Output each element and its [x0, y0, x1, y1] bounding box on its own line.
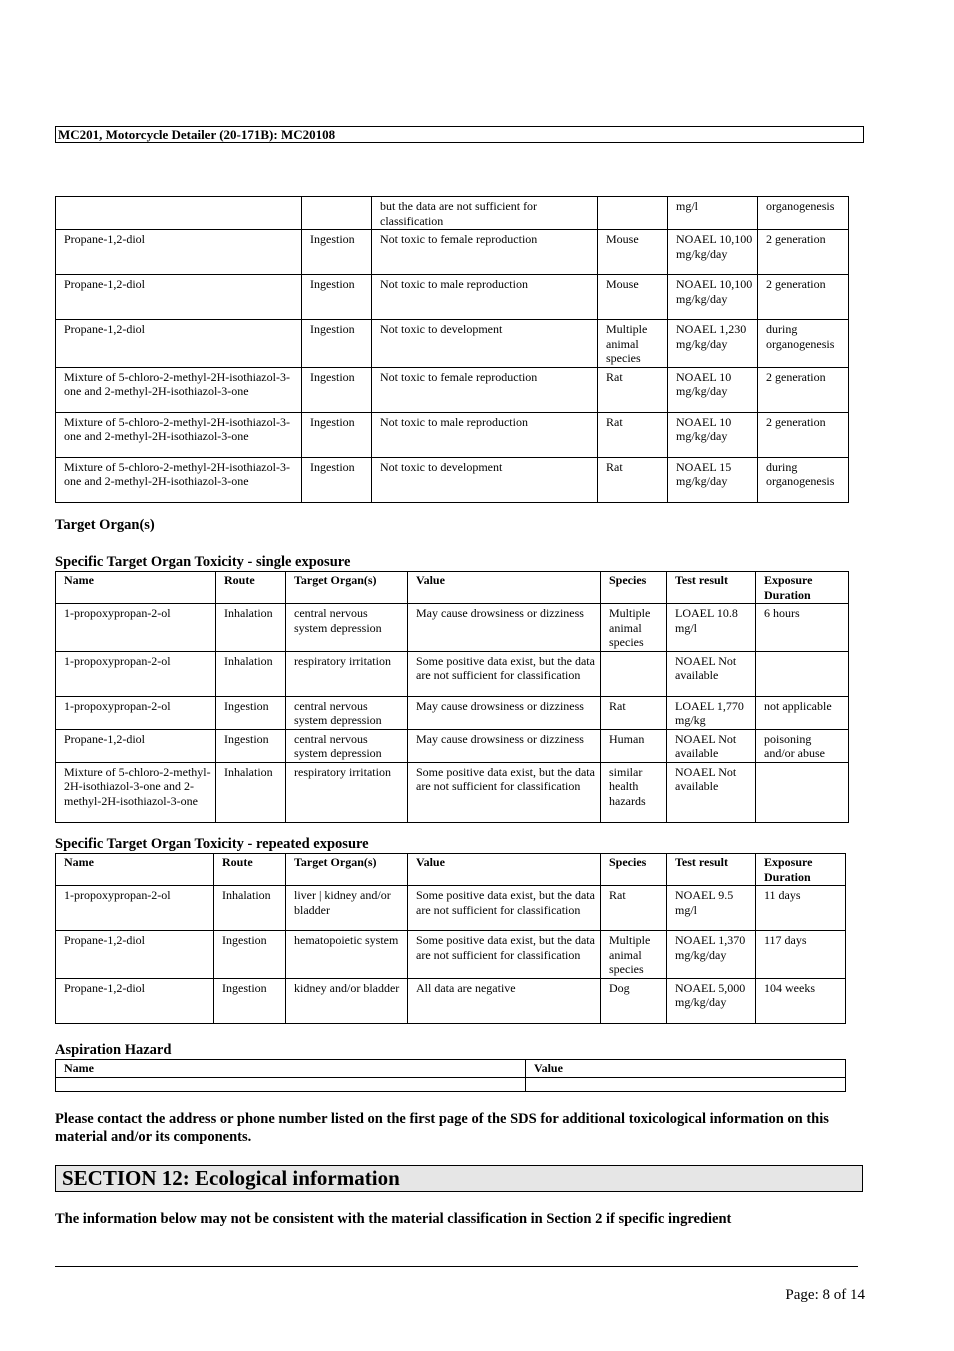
- table-cell: Multiple animal species: [601, 604, 667, 652]
- table-cell: Some positive data exist, but the data are not sufficient for classification: [408, 651, 601, 696]
- table-cell: Not toxic to development: [372, 320, 598, 368]
- section-12-intro: The information below may not be consistent with the material classification in Section 2 if specific ingredient: [55, 1211, 732, 1227]
- table-cell: kidney and/or bladder: [286, 978, 408, 1023]
- table-cell: Mixture of 5-chloro-2-methyl-2H-isothiazol-3-one and 2-methyl-2H-isothiazol-3-one: [56, 762, 216, 822]
- column-header: Target Organ(s): [286, 572, 408, 604]
- table-row: [56, 367, 849, 412]
- column-header: Name: [56, 854, 214, 886]
- table-cell: Mixture of 5-chloro-2-methyl-2H-isothiazol-3-one and 2-methyl-2H-isothiazol-3-one: [56, 457, 302, 502]
- table-cell: [526, 1077, 846, 1091]
- table-cell: LOAEL 1,770 mg/kg: [667, 696, 756, 729]
- table-cell: organogenesis: [758, 197, 849, 230]
- table-cell: [56, 197, 302, 230]
- table-cell: Propane-1,2-diol: [56, 320, 302, 368]
- table-row: [56, 886, 846, 931]
- table-row: [56, 651, 849, 696]
- contact-notice: Please contact the address or phone number listed on the first page of the SDS for additional toxicological information on this material and/or its components.: [55, 1111, 829, 1145]
- table-cell: May cause drowsiness or dizziness: [408, 604, 601, 652]
- table-cell: Inhalation: [216, 762, 286, 822]
- table-cell: Not toxic to female reproduction: [372, 230, 598, 275]
- table-cell: NOAEL 10,100 mg/kg/day: [668, 275, 758, 320]
- table-cell: Not toxic to male reproduction: [372, 275, 598, 320]
- single-exposure-table: [55, 571, 849, 823]
- table-row: [56, 931, 846, 979]
- target-organs-heading: Target Organ(s): [55, 517, 155, 533]
- reproductive-toxicity-table: [55, 196, 849, 503]
- table-cell: NOAEL Not available: [667, 762, 756, 822]
- table-cell: Ingestion: [216, 696, 286, 729]
- table-cell: Propane-1,2-diol: [56, 275, 302, 320]
- table-cell: central nervous system depression: [286, 604, 408, 652]
- table-row: [56, 457, 849, 502]
- table-cell: Inhalation: [216, 651, 286, 696]
- table-cell: NOAEL Not available: [667, 651, 756, 696]
- table-cell: hematopoietic system: [286, 931, 408, 979]
- single-exposure-title: Specific Target Organ Toxicity - single exposure: [55, 554, 351, 570]
- section-12-title: SECTION 12: Ecological information: [62, 1166, 400, 1190]
- table-cell: Propane-1,2-diol: [56, 729, 216, 762]
- table-cell: [756, 762, 849, 822]
- table-cell: Human: [601, 729, 667, 762]
- table-cell: Mixture of 5-chloro-2-methyl-2H-isothiazol-3-one and 2-methyl-2H-isothiazol-3-one: [56, 367, 302, 412]
- table-cell: NOAEL 9.5 mg/l: [667, 886, 756, 931]
- table-cell: Propane-1,2-diol: [56, 230, 302, 275]
- table-cell: Ingestion: [302, 457, 372, 502]
- table-cell: Ingestion: [302, 367, 372, 412]
- table-cell: Mouse: [598, 275, 668, 320]
- table-cell: Propane-1,2-diol: [56, 931, 214, 979]
- table-cell: liver | kidney and/or bladder: [286, 886, 408, 931]
- table-cell: LOAEL 10.8 mg/l: [667, 604, 756, 652]
- product-header-text: MC201, Motorcycle Detailer (20-171B): MC20108: [58, 127, 336, 142]
- table-cell: Ingestion: [214, 931, 286, 979]
- table-row: [56, 197, 849, 230]
- table-cell: 104 weeks: [756, 978, 846, 1023]
- table-cell: 1-propoxypropan-2-ol: [56, 696, 216, 729]
- table-cell: 11 days: [756, 886, 846, 931]
- table-cell: 1-propoxypropan-2-ol: [56, 604, 216, 652]
- column-header: Exposure Duration: [756, 854, 846, 886]
- table-cell: central nervous system depression: [286, 729, 408, 762]
- table-cell: Rat: [598, 457, 668, 502]
- table-row: [56, 1077, 846, 1091]
- table-cell: Ingestion: [302, 275, 372, 320]
- table-cell: NOAEL 1,370 mg/kg/day: [667, 931, 756, 979]
- table-row: [56, 696, 849, 729]
- footer-divider: [55, 1266, 858, 1267]
- table-cell: poisoning and/or abuse: [756, 729, 849, 762]
- table-cell: 1-propoxypropan-2-ol: [56, 651, 216, 696]
- table-cell: Rat: [601, 886, 667, 931]
- table-row: [56, 230, 849, 275]
- table-cell: Not toxic to female reproduction: [372, 367, 598, 412]
- repeated-exposure-title: Specific Target Organ Toxicity - repeated exposure: [55, 836, 369, 852]
- aspiration-hazard-table: [55, 1059, 846, 1092]
- column-header: Value: [408, 854, 601, 886]
- table-cell: Mouse: [598, 230, 668, 275]
- page-number: Page: 8 of 14: [785, 1287, 865, 1303]
- table-cell: Ingestion: [302, 412, 372, 457]
- table-row: [56, 275, 849, 320]
- table-cell: 2 generation: [758, 230, 849, 275]
- table-cell: All data are negative: [408, 978, 601, 1023]
- column-header: Value: [408, 572, 601, 604]
- table-cell: respiratory irritation: [286, 762, 408, 822]
- column-header: Name: [56, 1060, 526, 1078]
- table-cell: Some positive data exist, but the data are not sufficient for classification: [408, 931, 601, 979]
- table-cell: Some positive data exist, but the data are not sufficient for classification: [408, 886, 601, 931]
- table-row: [56, 762, 849, 822]
- table-cell: May cause drowsiness or dizziness: [408, 729, 601, 762]
- column-header: Route: [214, 854, 286, 886]
- table-cell: mg/l: [668, 197, 758, 230]
- table-cell: Multiple animal species: [598, 320, 668, 368]
- column-header: Exposure Duration: [756, 572, 849, 604]
- table-row: [56, 978, 846, 1023]
- table-cell: 2 generation: [758, 367, 849, 412]
- table-cell: NOAEL 10 mg/kg/day: [668, 412, 758, 457]
- table-cell: similar health hazards: [601, 762, 667, 822]
- table-cell: not applicable: [756, 696, 849, 729]
- table-cell: NOAEL 1,230 mg/kg/day: [668, 320, 758, 368]
- column-header: Route: [216, 572, 286, 604]
- column-header: Name: [56, 572, 216, 604]
- column-header: Test result: [667, 572, 756, 604]
- table-cell: Dog: [601, 978, 667, 1023]
- document-header: [55, 126, 864, 143]
- table-cell: NOAEL 10 mg/kg/day: [668, 367, 758, 412]
- table-row: [56, 729, 849, 762]
- section-12-heading: [55, 1165, 863, 1192]
- table-cell: NOAEL 5,000 mg/kg/day: [667, 978, 756, 1023]
- table-cell: 1-propoxypropan-2-ol: [56, 886, 214, 931]
- repeated-exposure-table: [55, 853, 846, 1024]
- table-cell: 117 days: [756, 931, 846, 979]
- table-cell: Multiple animal species: [601, 931, 667, 979]
- table-row: [56, 320, 849, 368]
- table-cell: Not toxic to male reproduction: [372, 412, 598, 457]
- column-header: Value: [526, 1060, 846, 1078]
- table-cell: [756, 651, 849, 696]
- table-cell: [302, 197, 372, 230]
- table-cell: Inhalation: [214, 886, 286, 931]
- column-header: Target Organ(s): [286, 854, 408, 886]
- table-cell: Some positive data exist, but the data are not sufficient for classification: [408, 762, 601, 822]
- table-cell: Rat: [601, 696, 667, 729]
- table-cell: central nervous system depression: [286, 696, 408, 729]
- table-cell: [601, 651, 667, 696]
- table-cell: Rat: [598, 367, 668, 412]
- column-header: Species: [601, 572, 667, 604]
- table-cell: Propane-1,2-diol: [56, 978, 214, 1023]
- table-cell: 2 generation: [758, 275, 849, 320]
- column-header: Species: [601, 854, 667, 886]
- table-cell: Ingestion: [214, 978, 286, 1023]
- table-cell: during organogenesis: [758, 457, 849, 502]
- table-cell: NOAEL 10,100 mg/kg/day: [668, 230, 758, 275]
- table-cell: [598, 197, 668, 230]
- table-cell: NOAEL 15 mg/kg/day: [668, 457, 758, 502]
- table-cell: Ingestion: [302, 230, 372, 275]
- table-row: [56, 412, 849, 457]
- table-cell: 6 hours: [756, 604, 849, 652]
- table-cell: respiratory irritation: [286, 651, 408, 696]
- table-cell: [56, 1077, 526, 1091]
- table-cell: 2 generation: [758, 412, 849, 457]
- table-cell: Inhalation: [216, 604, 286, 652]
- table-cell: May cause drowsiness or dizziness: [408, 696, 601, 729]
- table-cell: during organogenesis: [758, 320, 849, 368]
- table-cell: Not toxic to development: [372, 457, 598, 502]
- table-cell: Mixture of 5-chloro-2-methyl-2H-isothiazol-3-one and 2-methyl-2H-isothiazol-3-one: [56, 412, 302, 457]
- table-cell: Rat: [598, 412, 668, 457]
- column-header: Test result: [667, 854, 756, 886]
- table-cell: NOAEL Not available: [667, 729, 756, 762]
- table-cell: Ingestion: [302, 320, 372, 368]
- table-cell: but the data are not sufficient for classification: [372, 197, 598, 230]
- table-cell: Ingestion: [216, 729, 286, 762]
- table-row: [56, 604, 849, 652]
- aspiration-hazard-title: Aspiration Hazard: [55, 1042, 172, 1058]
